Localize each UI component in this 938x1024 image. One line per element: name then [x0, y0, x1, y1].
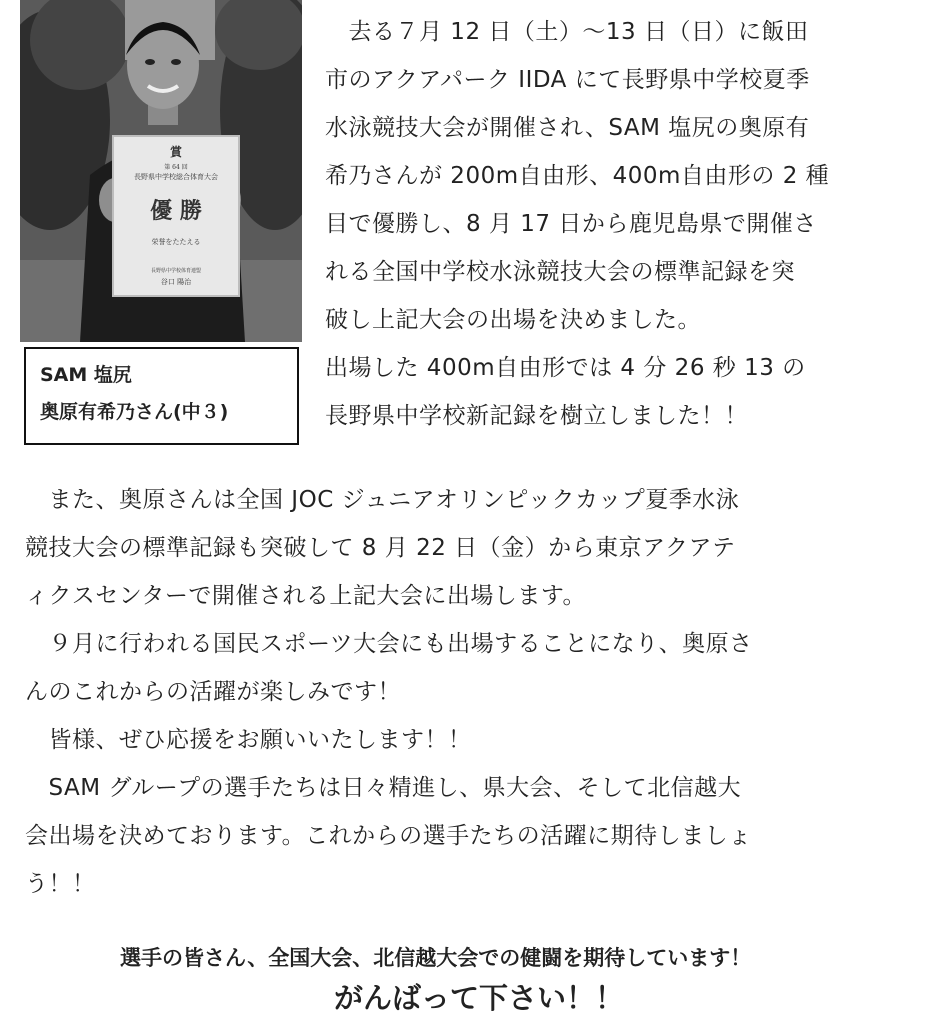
text-line: 皆様、ぜひ応援をお願いいたします！！: [25, 727, 472, 753]
closing-cheer: がんばって下さい！！: [333, 981, 624, 1015]
certificate-issuer: 長野県中学校体育連盟: [150, 268, 201, 274]
text-line: 破し上記大会の出場を決めました。: [325, 307, 701, 333]
certificate-award: 優 勝: [150, 198, 202, 224]
text-line: れる全国中学校水泳競技大会の標準記録を突: [325, 259, 795, 285]
text-line: ィクスセンターで開催される上記大会に出場します。: [25, 583, 587, 609]
text-line: 競技大会の標準記録も突破して 8 月 22 日（金）から東京アクアテ: [25, 535, 736, 561]
text-line: 長野県中学校新記録を樹立しました！！: [325, 403, 748, 429]
text-line: 会出場を決めております。これからの選手たちの活躍に期待しましょ: [25, 823, 752, 849]
caption-club: SAM 塩尻: [40, 364, 132, 386]
body-paragraphs: [25, 476, 920, 908]
text-line: ９月に行われる国民スポーツ大会にも出場することになり、奥原さ: [25, 631, 753, 657]
award-certificate: [112, 135, 240, 297]
text-line: 去る７月 12 日（土）～13 日（日）に飯田: [325, 19, 809, 45]
certificate-mark: 賞: [169, 145, 182, 159]
text-line: 水泳競技大会が開催され、SAM 塩尻の奥原有: [325, 115, 810, 141]
intro-paragraph: [325, 8, 920, 440]
certificate-edition: 第 64 回: [164, 164, 188, 171]
athlete-photo: [20, 0, 302, 342]
closing-message: 選手の皆さん、全国大会、北信越大会での健闘を期待しています！: [120, 946, 752, 970]
text-line: んのこれからの活躍が楽しみです！: [25, 679, 401, 705]
text-line: 目で優勝し、8 月 17 日から鹿児島県で開催さ: [325, 211, 817, 237]
text-line: SAM グループの選手たちは日々精進し、県大会、そして北信越大: [25, 775, 742, 801]
text-line: 希乃さんが 200m自由形、400m自由形の 2 種: [325, 163, 830, 189]
caption-athlete-name: 奥原有希乃さん(中３): [40, 401, 229, 423]
text-line: う！！: [25, 871, 96, 897]
text-line: また、奥原さんは全国 JOC ジュニアオリンピックカップ夏季水泳: [25, 487, 740, 513]
text-line: 市のアクアパーク IIDA にて長野県中学校夏季: [325, 67, 810, 93]
text-line: 出場した 400m自由形では 4 分 26 秒 13 の: [325, 355, 806, 381]
certificate-signer: 谷口 陽治: [160, 278, 192, 286]
certificate-praise: 栄誉をたたえる: [151, 238, 201, 246]
certificate-event: 長野県中学校総合体育大会: [134, 173, 218, 181]
photo-caption-box: [24, 347, 299, 445]
